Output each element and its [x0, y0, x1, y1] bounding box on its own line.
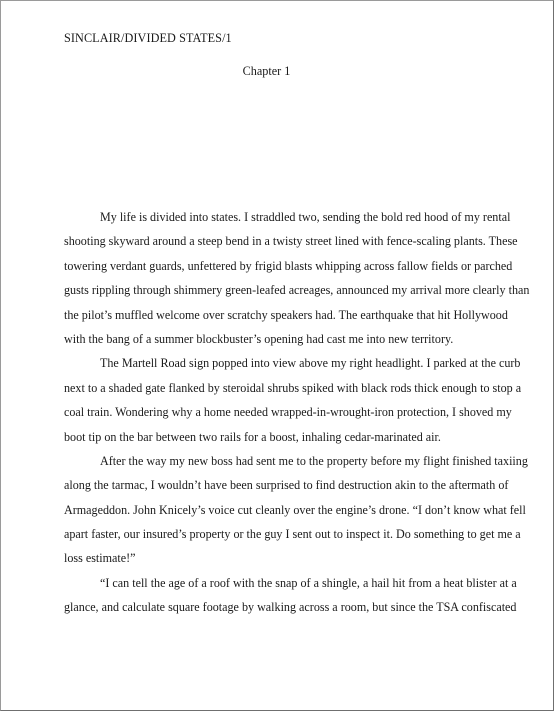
paragraph-2-line-1: The Martell Road sign popped into view above my right headlight. I parked at the curb	[100, 356, 521, 371]
paragraph-1-line-1: My life is divided into states. I straddled two, sending the bold red hood of my rental	[100, 210, 511, 224]
paragraph-4-line-1: “I can tell the age of a roof with the snap of a shingle, a hail hit from a heat blister at a	[100, 575, 517, 590]
paragraph-2-line-3: coal train. Wondering why a home needed wrapped-in-wrought-iron protection, I shoved my	[64, 405, 512, 420]
paragraph-4-line-2: glance, and calculate square footage by walking across a room, but since the TSA confiscated	[64, 600, 517, 615]
paragraph-2-line-4: boot tip on the bar between two rails for a boost, inhaling cedar-marinated air.	[64, 429, 441, 444]
paragraph-3-line-2: along the tarmac, I wouldn’t have been surprised to find destruction akin to the aftermath of	[64, 478, 509, 493]
paragraph-1-line-2: shooting skyward around a steep bend in a twisty street lined with fence-scaling plants. These	[64, 234, 518, 249]
paragraph-1-line-5: the pilot’s muffled welcome over scratchy speakers had. The earthquake that hit Hollywood	[64, 307, 508, 322]
paragraph-2-line-2: next to a shaded gate flanked by steroidal shrubs spiked with black rods thick enough to stop a	[64, 380, 522, 395]
paragraph-3-line-4: apart faster, our insured’s property or the guy I sent out to inspect it. Do something to get me a	[64, 527, 521, 542]
paragraph-1-line-3: towering verdant guards, unfettered by frigid blasts whipping across fallow fields or parched	[64, 258, 513, 273]
body-text	[64, 208, 530, 623]
running-header: SINCLAIR/DIVIDED STATES/1	[64, 31, 232, 45]
paragraph-1-line-6: with the bang of a summer blockbuster’s opening had cast me into new territory.	[64, 331, 454, 346]
chapter-title: Chapter 1	[242, 64, 291, 78]
paragraph-3-line-3: Armageddon. John Knicely’s voice cut cleanly over the engine’s drone. “I don’t know what fell	[64, 502, 526, 517]
paragraph-3-line-1: After the way my new boss had sent me to the property before my flight finished taxiing	[100, 453, 528, 468]
paragraph-1-line-4: gusts rippling through shimmery green-leafed acreages, announced my arrival more clearly than	[64, 283, 530, 298]
paragraph-3-line-5: loss estimate!”	[64, 551, 136, 566]
